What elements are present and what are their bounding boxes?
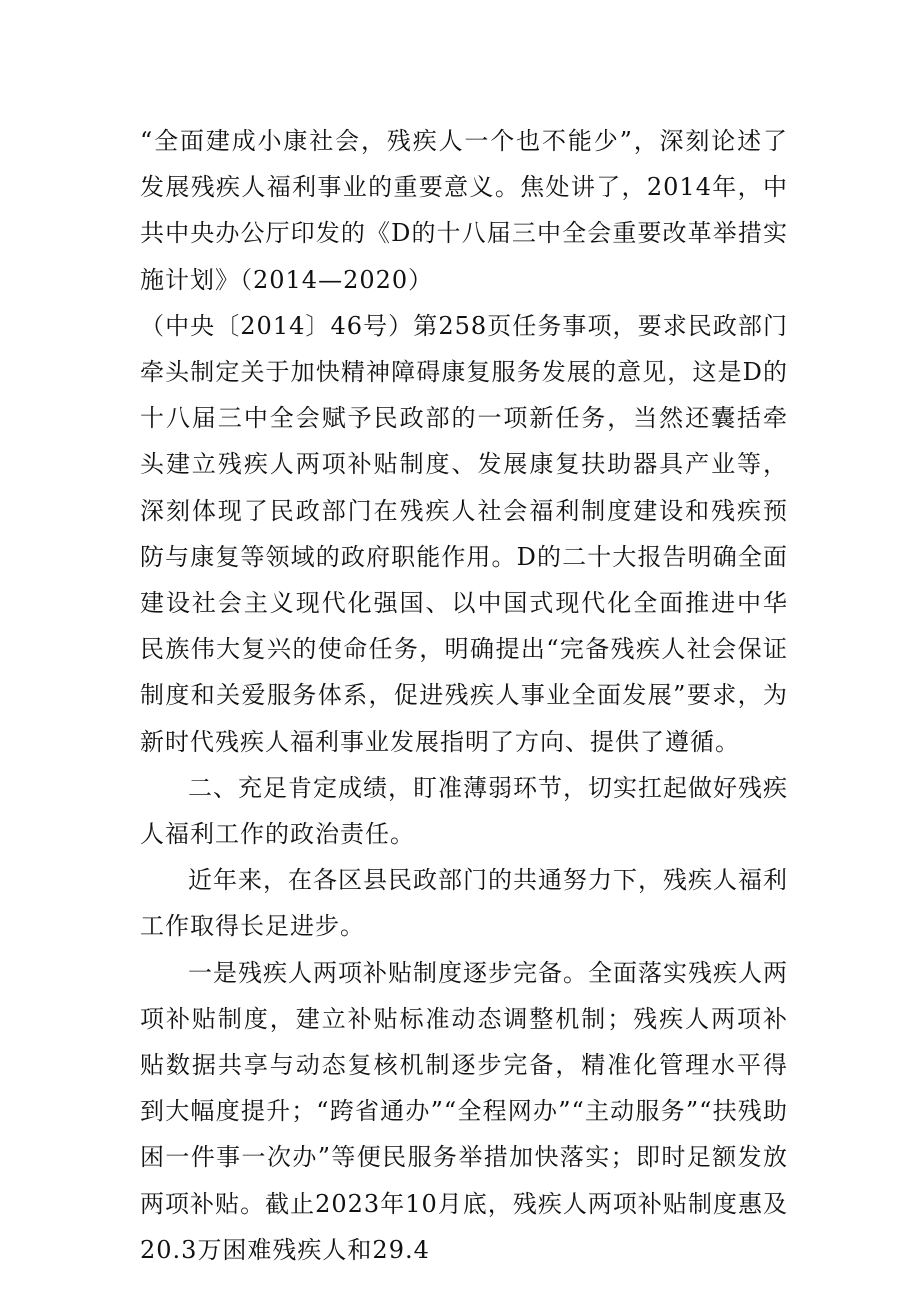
section-heading-2: 二、充足肯定成绩，盯准薄弱环节，切实扛起做好残疾人福利工作的政治责任。 — [140, 773, 788, 849]
paragraph-3: 近年来，在各区县民政部门的共通努力下，残疾人福利工作取得长足进步。 — [140, 866, 788, 941]
paragraph-4: 一是残疾人两项补贴制度逐步完备。全面落实残疾人两项补贴制度，建立补贴标准动态调整机制；残疾人两项补贴数据共享与动态复核机制逐步完备，精准化管理水平得到大幅度提升；“跨省通办”“全程网办”“主动服务”“扶残助困一件事一次办”等便民服务举措加快落实；即时足额发放两项补贴。截止2023年10月底，残疾人两项补贴制度惠及20.3万困难残疾人和29.4 — [140, 958, 788, 1264]
paragraph-2: （中央〔2014〕46号）第258页任务事项，要求民政部门牵头制定关于加快精神障碍康复服务发展的意见，这是D的十八届三中全会赋予民政部的一项新任务，当然还囊括牵头建立残疾人两项补贴制度、发展康复扶助器具产业等，深刻体现了民政部门在残疾人社会福利制度建设和残疾预防与康复等领域的政府职能作用。D的二十大报告明确全面建设社会主义现代化强国、以中国式现代化全面推进中华民族伟大复兴的使命任务，明确提出“完备残疾人社会保证制度和关爱服务体系，促进残疾人事业全面发展”要求，为新时代残疾人福利事业发展指明了方向、提供了遵循。 — [140, 311, 788, 756]
document-body — [140, 118, 788, 1273]
paragraph-1: “全面建成小康社会，残疾人一个也不能少”，深刻论述了发展残疾人福利事业的重要意义。焦处讲了，2014年，中共中央办公厅印发的《D的十八届三中全会重要改革举措实施计划》（2014—2020） — [140, 127, 788, 294]
